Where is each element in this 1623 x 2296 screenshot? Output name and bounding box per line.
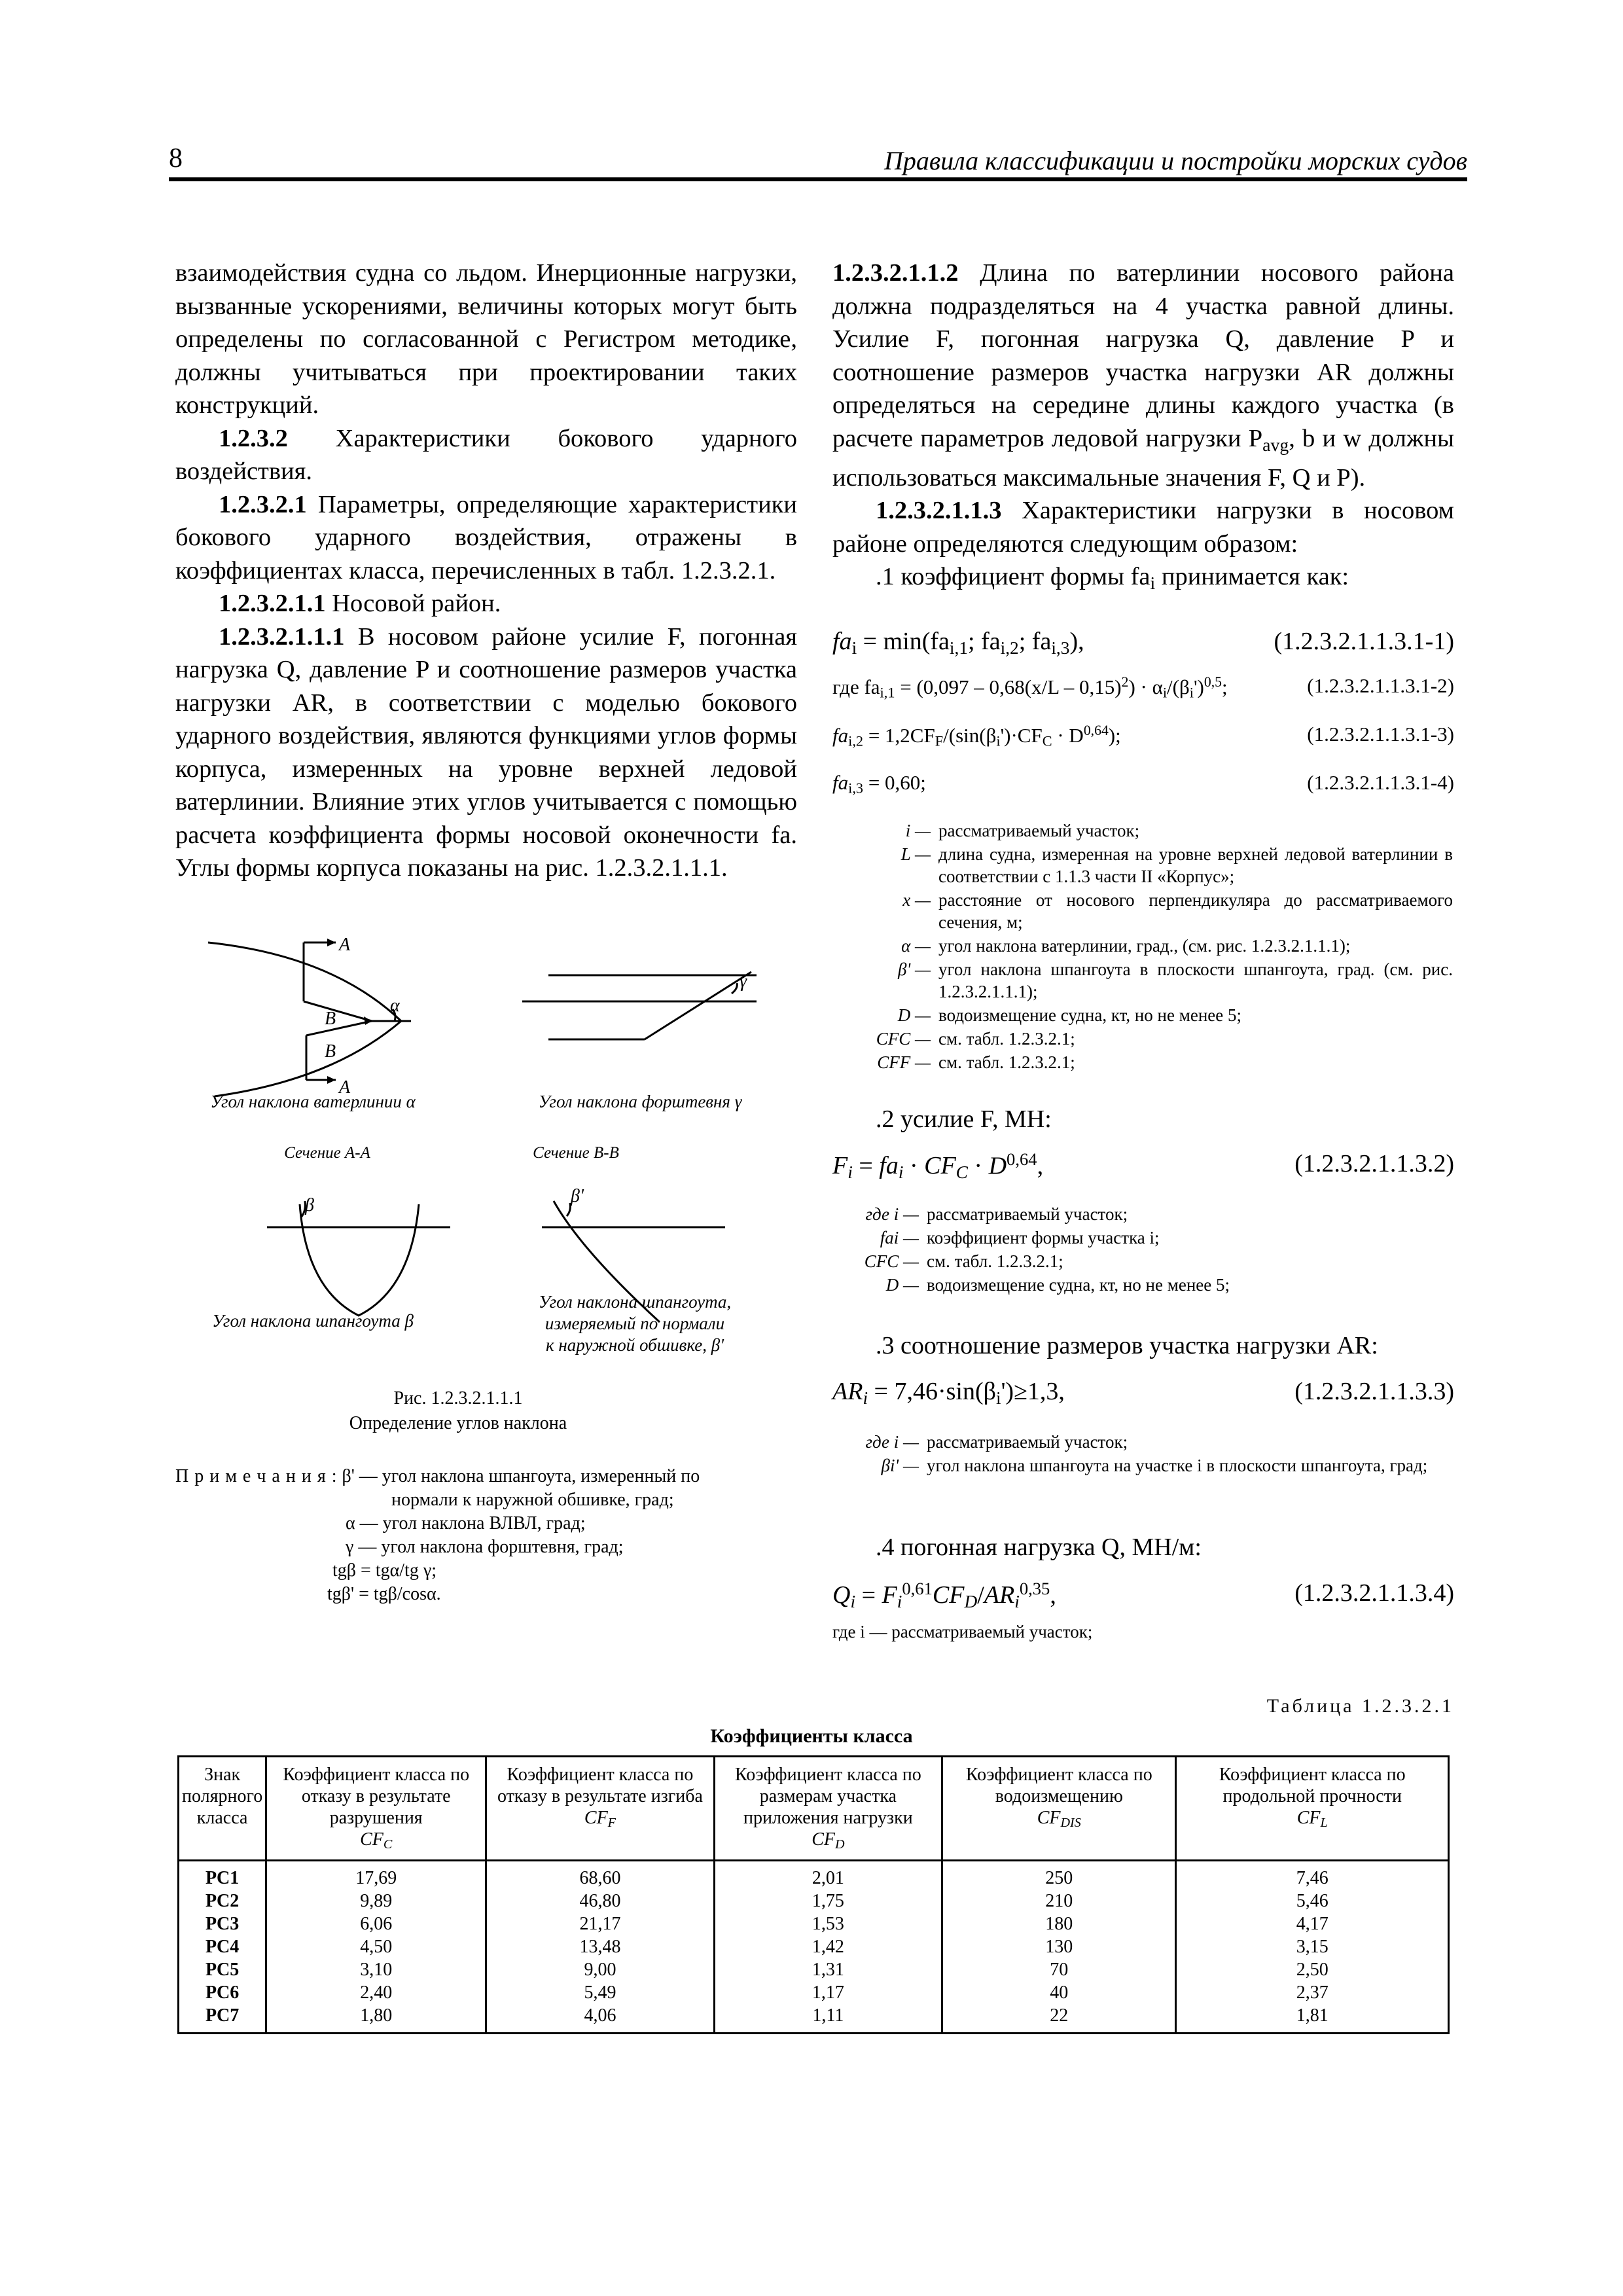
table-cell: 4,06 <box>584 2005 616 2026</box>
table-cell: 9,00 <box>584 1960 616 1981</box>
definition-term: β' — <box>898 960 931 979</box>
table-cell: 4,50 <box>360 1937 393 1958</box>
definition-term: D — <box>897 1005 931 1025</box>
table-cell: 5,46 <box>1296 1891 1329 1912</box>
paragraph: .1 коэффициент формы $fa_i$ принимается как: <box>876 563 1349 594</box>
table-cell: PC7 <box>205 2005 240 2026</box>
definition-row <box>846 935 1453 957</box>
definition-term: L — <box>901 844 931 864</box>
caption-waterline-angle: Угол наклона ватерлинии α <box>210 1092 416 1111</box>
caption-section-bb: Сечение В-В <box>533 1144 619 1162</box>
table-column-cff <box>486 1861 714 2034</box>
table-header-cell: Коэффициент класса по отказу в результате изгиба $CF_F$ <box>486 1757 714 1861</box>
table-cell: 2,37 <box>1296 1982 1329 2003</box>
definition-term: fai — <box>880 1228 919 1247</box>
formula-3: $fa_{i,2} = 1,2CF_F/(\sin(\beta_i')\cdot CF_C \cdot D^{0,64})$; (1.2.3.2.1.1.3.1-3) <box>832 723 1454 749</box>
subsection-2: .2 усилие F, МН: <box>876 1105 1052 1133</box>
coefficient-symbol: $CF_C$ <box>360 1829 393 1852</box>
definition-row <box>846 1051 1453 1073</box>
paragraph: 1.2.3.2.1.1.2 Длина по ватерлинии носового района должна подразделяться на 4 участка равной длины. Усилие F, погонная нагрузка Q, давление P и соотношение размеров участка нагрузки AR должны определяться на середине длины каждого участка (в расчете параметров ледовой нагрузки $P_{avg}$, b и w должны использоваться максимальные значения F, Q и P). <box>832 259 1454 492</box>
subsection-4: .4 погонная нагрузка Q, МН/м: <box>876 1534 1202 1561</box>
table-cell: 5,49 <box>584 1982 616 2003</box>
table-cell: 1,42 <box>812 1937 844 1958</box>
table-cell: PC6 <box>205 1982 240 2003</box>
definition-term: i — <box>905 821 931 840</box>
paragraph: 1.2.3.2.1.1.3 Характеристики нагрузки в носовом районе определяются следующим образом: <box>832 497 1454 558</box>
table-cell: 21,17 <box>579 1914 621 1935</box>
definition-term: x — <box>902 890 931 910</box>
caption-frame-angle: Угол наклона шпангоута β <box>212 1311 414 1331</box>
table-title: Коэффициенты класса <box>710 1725 913 1747</box>
definition-row <box>846 819 1453 842</box>
table-cell: 4,17 <box>1296 1914 1329 1935</box>
table-header-cell: Коэффициент класса по размерам участка приложения нагрузки $CF_D$ <box>714 1757 942 1861</box>
caption-stem-angle: Угол наклона форштевня γ <box>538 1092 742 1111</box>
table-column-cfl <box>1176 1861 1449 2034</box>
definition-term: CFC — <box>876 1029 931 1049</box>
definition-term: βi' — <box>881 1456 919 1475</box>
table-header-cell: Коэффициент класса по отказу в результате разрушения $CF_C$ <box>266 1757 486 1861</box>
paragraph: взаимодействия судна со льдом. Инерционные нагрузки, вызванные ускорениями, величины которых могут быть определены по согласованной с Регистром методике, должны учитываться при проектировании таких конструкций. <box>175 259 797 419</box>
caption-frame-normal-angle: Угол наклона шпангоута, измеряемый по нормали к наружной обшивке, β' <box>538 1292 732 1355</box>
table-column-cfc <box>266 1861 486 2034</box>
caption-section-aa: Сечение А-А <box>284 1144 370 1162</box>
formula-7-where: где i — рассматриваемый участок; <box>832 1622 1093 1641</box>
table-header-cell: Коэффициент класса по продольной прочности $CF_L$ <box>1176 1757 1449 1861</box>
definition-row <box>846 958 1453 1003</box>
table-cell: 250 <box>1045 1868 1073 1889</box>
table-header-cell: Знак полярного класса <box>179 1757 266 1861</box>
table-cell: 6,06 <box>360 1914 393 1935</box>
definition-text: водоизмещение судна, кт, но не менее 5; <box>938 1005 1241 1025</box>
definition-text: рассматриваемый участок; <box>938 821 1140 840</box>
coefficient-symbol: $CF_L$ <box>1296 1808 1328 1831</box>
table-column-cfd <box>714 1861 942 2034</box>
left-column <box>175 257 797 885</box>
definition-term: где i — <box>865 1432 919 1452</box>
running-header: Правила классификации и постройки морских судов <box>883 146 1467 175</box>
table-cell: 17,69 <box>355 1868 397 1889</box>
table-cell: 2,01 <box>812 1868 844 1889</box>
definition-text: коэффициент формы участка i; <box>927 1228 1160 1247</box>
table-cell: 1,11 <box>812 2005 844 2026</box>
table-cell: 2,50 <box>1296 1960 1329 1981</box>
definition-text: см. табл. 1.2.3.2.1; <box>938 1029 1075 1049</box>
formula-1: $fa_i = \min(fa_{i,1}$; $fa_{i,2}$; $fa_{i,3}$), (1.2.3.2.1.1.3.1-1) <box>832 628 1454 658</box>
definition-text: см. табл. 1.2.3.2.1; <box>927 1251 1063 1271</box>
label-gamma: γ <box>740 971 747 992</box>
definition-row <box>834 1274 1453 1296</box>
table-cell: 68,60 <box>579 1868 621 1889</box>
label-b-bottom: B <box>325 1041 336 1062</box>
definition-text: угол наклона ватерлинии, град., (см. рис. 1.2.3.2.1.1.1); <box>938 936 1351 956</box>
table-cell: 70 <box>1050 1960 1069 1981</box>
class-coefficients-table <box>177 1755 1450 2034</box>
definitions-2 <box>832 1202 1454 1297</box>
definition-row <box>834 1250 1453 1272</box>
paragraph: 1.2.3.2.1.1.1 В носовом районе усилие F, погонная нагрузка Q, давление P и соотношение размеров участка нагрузки AR, в соответствии с моделью бокового ударного воздействия, являются функциями углов формы корпуса, измеренных на уровне верхней ледовой ватерлинии. Влияние этих углов учитывается с помощью расчета коэффициента формы носовой оконечности fa. Углы формы корпуса показаны на рис. 1.2.3.2.1.1.1. <box>175 622 797 882</box>
definition-text: водоизмещение судна, кт, но не менее 5; <box>927 1275 1230 1295</box>
definition-row <box>846 889 1453 933</box>
definition-text: угол наклона шпангоута на участке i в плоскости шпангоута, град; <box>927 1456 1428 1475</box>
table-cell: 3,15 <box>1296 1937 1329 1958</box>
coefficient-symbol: $CF_D$ <box>812 1829 845 1852</box>
table-cell: 1,17 <box>812 1982 844 2003</box>
definition-text: рассматриваемый участок; <box>927 1432 1128 1452</box>
table-cell: 1,53 <box>812 1914 844 1935</box>
definition-text: расстояние от носового перпендикуляра до рассматриваемого сечения, м; <box>938 890 1453 932</box>
coefficient-symbol: $CF_F$ <box>584 1808 616 1831</box>
definition-term: D — <box>885 1275 919 1295</box>
figure-notes: П р и м е ч а н и я : β' — угол наклона шпангоута, измеренный по нормали к наружной обшивке, град; α — угол наклона ВЛВЛ, град; γ — угол наклона форштевня, град; tgβ = tgα/tg γ; tgβ' = tgβ/cosα. <box>175 1466 700 1604</box>
subsection-3: .3 соотношение размеров участка нагрузки AR: <box>876 1332 1378 1359</box>
label-beta: β <box>305 1195 314 1215</box>
table-cell: PC2 <box>205 1891 240 1912</box>
table-cell: PC1 <box>205 1868 240 1889</box>
table-cell: 40 <box>1050 1982 1069 2003</box>
definition-term: CFC — <box>864 1251 919 1271</box>
definition-row <box>834 1454 1453 1477</box>
table-column-cfdis <box>942 1861 1176 2034</box>
definition-text: см. табл. 1.2.3.2.1; <box>938 1052 1075 1072</box>
definition-text: угол наклона шпангоута в плоскости шпангоута, град. (см. рис. 1.2.3.2.1.1.1); <box>938 960 1453 1001</box>
definitions-1 <box>844 818 1454 1075</box>
definitions-3 <box>832 1429 1454 1478</box>
formula-7: $Q_i = F_i^{0,61}CF_D/AR_i^{0,35}$, (1.2.3.2.1.1.3.4) <box>832 1579 1454 1612</box>
table-cell: PC5 <box>205 1960 240 1981</box>
definition-row <box>834 1203 1453 1225</box>
table-cell: 46,80 <box>579 1891 621 1912</box>
label-b-top: B <box>325 1009 336 1029</box>
formula-4: $fa_{i,3} = 0,60$; (1.2.3.2.1.1.3.1-4) <box>832 771 1454 797</box>
label-alpha: α <box>390 996 400 1016</box>
table-cell: 1,81 <box>1296 2005 1329 2026</box>
table-cell: 13,48 <box>579 1937 621 1958</box>
paragraph: 1.2.3.2.1 Параметры, определяющие характеристики бокового ударного воздействия, отражены в коэффициентах класса, перечисленных в табл. 1.2.3.2.1. <box>175 490 797 584</box>
table-cell: 2,40 <box>360 1982 393 2003</box>
table-cell: 3,10 <box>360 1960 393 1981</box>
table-cell: 22 <box>1050 2005 1069 2026</box>
table-header-cell: Коэффициент класса по водоизмещению $CF_{DIS}$ <box>942 1757 1176 1861</box>
table-column-classes <box>179 1861 266 2034</box>
table-caption: Таблица 1.2.3.2.1 <box>1266 1695 1454 1717</box>
paragraph: 1.2.3.2 Характеристики бокового ударного воздействия. <box>175 424 797 485</box>
formula-2: где $fa_{i,1} = (0,097 - 0,68(x/L - 0,15)^2) \cdot \alpha_i/(\beta_i')^{0,5}$; (1.2.3.2.1.1.3.1-2) <box>832 674 1454 701</box>
coefficient-symbol: $CF_{DIS}$ <box>1037 1808 1081 1831</box>
table-cell: PC3 <box>205 1914 240 1935</box>
definition-text: длина судна, измеренная на уровне верхней ледовой ватерлинии в соответствии с 1.1.3 части II «Корпус»; <box>938 844 1453 886</box>
header-rule <box>169 177 1467 181</box>
table-cell: 130 <box>1045 1937 1073 1958</box>
table-cell: 1,31 <box>812 1960 844 1981</box>
definition-term: CFF — <box>877 1052 931 1072</box>
definition-text: рассматриваемый участок; <box>927 1204 1128 1224</box>
label-a-top: A <box>339 935 351 955</box>
formula-6: $AR_i = 7,46\cdot\sin(\beta_i')\ge 1,3$, (1.2.3.2.1.1.3.3) <box>832 1378 1454 1408</box>
table-cell: PC4 <box>205 1937 240 1958</box>
formula-5: $F_i = fa_i \cdot CF_C \cdot D^{0,64}$, (1.2.3.2.1.1.3.2) <box>832 1149 1454 1183</box>
definition-row <box>846 1004 1453 1026</box>
definition-term: α — <box>901 936 931 956</box>
page-number: 8 <box>169 143 183 173</box>
label-a-bottom: A <box>339 1077 351 1098</box>
definition-row <box>846 843 1453 888</box>
definition-row <box>834 1431 1453 1453</box>
table-cell: 1,75 <box>812 1891 844 1912</box>
figure-title: Рис. 1.2.3.2.1.1.1 Определение углов наклона <box>349 1388 567 1433</box>
label-beta-prime: β' <box>571 1186 584 1206</box>
paragraph: 1.2.3.2.1.1 Носовой район. <box>219 590 501 617</box>
table-cell: 180 <box>1045 1914 1073 1935</box>
definition-term: где i — <box>865 1204 919 1224</box>
section-aa-frame <box>300 1204 419 1316</box>
table-cell: 9,89 <box>360 1891 393 1912</box>
definition-row <box>846 1028 1453 1050</box>
table-cell: 210 <box>1045 1891 1073 1912</box>
right-column <box>832 257 1454 600</box>
table-cell: 7,46 <box>1296 1868 1329 1889</box>
table-cell: 1,80 <box>360 2005 393 2026</box>
definition-row <box>834 1227 1453 1249</box>
